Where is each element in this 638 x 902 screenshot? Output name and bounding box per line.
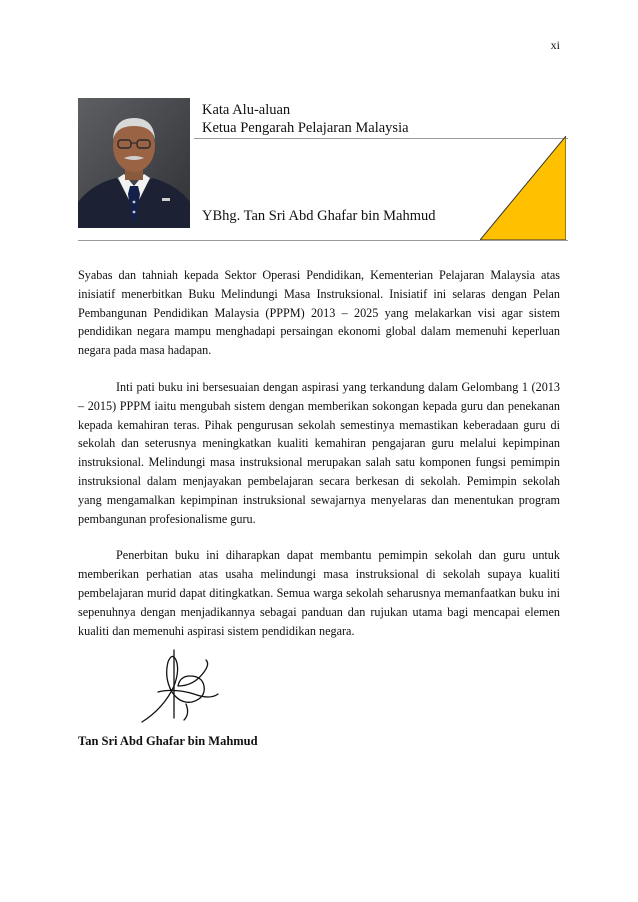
title-line-1: Kata Alu-aluan <box>202 102 291 118</box>
paragraph-2: Inti pati buku ini bersesuaian dengan aspirasi yang terkandung dalam Gelombang 1 (2013 – 2015) PPPM iaitu mengubah sistem dengan memberikan sokongan kepada guru dan penekanan kepada kemahiran teras. Pihak pengurusan sekolah semestinya memastikan keberadaan guru di sekolah dan seterusnya meningkatkan kualiti kemahiran pengajaran guru melalui kepimpinan instruksional. Melindungi masa instruksional merupakan salah satu komponen fungsi pemimpin instruksional dalam menjayakan pembelajaran secara berkesan di sekolah. Pemimpin sekolah yang mengamalkan kepimpinan instruksional sewajarnya menyelaras dan menentukan program pembangunan profesionalisme guru. <box>78 379 560 526</box>
letter-body <box>78 266 560 640</box>
header-rule-bottom <box>78 240 568 241</box>
title-line-2: Ketua Pengarah Pelajaran Malaysia <box>202 120 409 136</box>
paragraph-1: Syabas dan tahniah kepada Sektor Operasi Pendidikan, Kementerian Pelajaran Malaysia atas inisiatif menerbitkan Buku Melindungi Masa Instruksional. Inisiatif ini selaras dengan Pelan Pembangunan Pendidikan Malaysia (PPPM) 2013 – 2025 yang melakarkan visi agar sistem pendidikan negara mampu menghadapi persaingan ekonomi global dalam memenuhi keperluan negara pada masa hadapan. <box>78 268 560 358</box>
signer-name: Tan Sri Abd Ghafar bin Mahmud <box>78 734 258 748</box>
signature-image <box>134 646 226 726</box>
decorative-triangle <box>480 136 566 240</box>
letter-header <box>78 98 568 242</box>
author-name: YBhg. Tan Sri Abd Ghafar bin Mahmud <box>202 208 436 224</box>
page-number: xi <box>550 38 560 52</box>
portrait-photo <box>78 98 190 228</box>
paragraph-3: Penerbitan buku ini diharapkan dapat membantu pemimpin sekolah dan guru untuk memberikan perhatian atas usaha melindungi masa instruksional di sekolah supaya kualiti pembelajaran murid dapat ditingkatkan. Semua warga sekolah seharusnya memanfaatkan buku ini sepenuhnya dengan menjadikannya sebagai panduan dan rujukan utama bagi mencapai elemen kualiti dan memenuhi aspirasi sistem pendidikan negara. <box>78 548 560 638</box>
